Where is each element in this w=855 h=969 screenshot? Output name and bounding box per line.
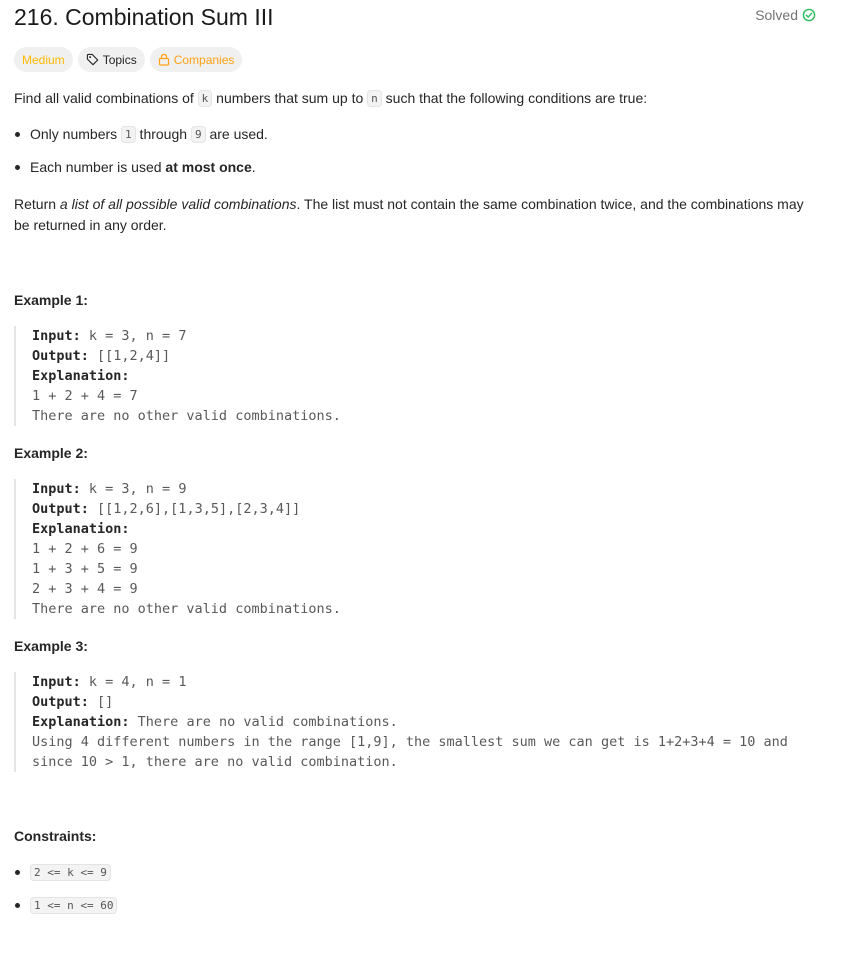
bold-text: at most once (165, 159, 252, 175)
constraint-code: 2 <= k <= 9 (30, 864, 111, 881)
topics-label: Topics (102, 52, 137, 67)
example-input (32, 672, 818, 692)
example-output (32, 499, 818, 519)
output-label: Output: (32, 501, 89, 517)
problem-title[interactable]: 216. Combination Sum III (14, 4, 274, 30)
explanation-label: Explanation: (32, 521, 130, 537)
return-text-1: Return (14, 196, 60, 212)
list-item (14, 862, 117, 895)
input-value: k = 3, n = 7 (80, 328, 187, 344)
constraint-code: 1 <= n <= 60 (30, 897, 117, 914)
return-italic: a list of all possible valid combinations (59, 196, 297, 212)
explanation-line: 1 + 3 + 5 = 9 (32, 561, 138, 577)
inline-code-9: 9 (191, 126, 206, 143)
example-output (32, 346, 818, 366)
explanation-line: Using 4 different numbers in the range [1,9], the smallest sum we can get is 1+2+3+4 = 10 and (32, 734, 788, 750)
intro-text-2: numbers that sum up to (212, 90, 368, 106)
title-row (14, 0, 816, 36)
constraints-title: Constraints: (14, 828, 97, 844)
constraints-list (14, 862, 117, 928)
check-circle-icon (802, 8, 816, 22)
lock-icon (158, 53, 170, 66)
bullet-text: . (251, 159, 256, 175)
input-value: k = 4, n = 1 (80, 674, 187, 690)
companies-button[interactable] (150, 47, 243, 72)
output-label: Output: (32, 348, 89, 364)
topics-button[interactable] (78, 47, 145, 72)
example-explanation (32, 712, 818, 732)
tag-row (14, 47, 242, 72)
example-2-title: Example 2: (14, 445, 88, 461)
example-input (32, 326, 818, 346)
list-item (14, 157, 268, 190)
explanation-line: since 10 > 1, there are no valid combination. (32, 754, 398, 770)
input-label: Input: (32, 481, 81, 497)
bullet-text: Only numbers (30, 126, 122, 142)
explanation-line: 1 + 2 + 4 = 7 (32, 388, 138, 404)
conditions-list (14, 124, 268, 190)
example-1-block (14, 326, 818, 426)
explanation-line: 2 + 3 + 4 = 9 (32, 581, 138, 597)
inline-code-1: 1 (121, 126, 136, 143)
tag-icon (86, 53, 99, 66)
list-item (14, 895, 117, 928)
explanation-label: Explanation: (32, 368, 130, 384)
example-explanation (32, 519, 818, 539)
example-3-title: Example 3: (14, 638, 88, 654)
example-1-title: Example 1: (14, 292, 88, 308)
output-value: [[1,2,6],[1,3,5],[2,3,4]] (88, 501, 301, 517)
example-2-block (14, 479, 818, 619)
return-paragraph (14, 194, 816, 236)
example-output (32, 692, 818, 712)
companies-label: Companies (173, 52, 235, 67)
inline-code-k: k (198, 90, 213, 107)
list-item (14, 124, 268, 157)
explanation-line: 1 + 2 + 6 = 9 (32, 541, 138, 557)
input-label: Input: (32, 328, 81, 344)
bullet-text: are used. (205, 126, 268, 142)
explanation-line: There are no other valid combinations. (32, 408, 341, 424)
intro-text-1: Find all valid combinations of (14, 90, 198, 106)
output-label: Output: (32, 694, 89, 710)
intro-text-3: such that the following conditions are true: (381, 90, 648, 106)
output-value: [] (88, 694, 114, 710)
example-explanation (32, 366, 818, 386)
inline-code-n: n (367, 90, 382, 107)
input-value: k = 3, n = 9 (80, 481, 187, 497)
bullet-text: through (135, 126, 191, 142)
output-value: [[1,2,4]] (88, 348, 171, 364)
input-label: Input: (32, 674, 81, 690)
solved-status (755, 6, 816, 24)
difficulty-label: Medium (22, 52, 65, 67)
example-input (32, 479, 818, 499)
explanation-inline: There are no valid combinations. (129, 714, 398, 730)
explanation-line: There are no other valid combinations. (32, 601, 341, 617)
return-text-2: . The list must not contain the same combination twice, and the combinations may be returned in any order. (14, 196, 804, 233)
example-3-block (14, 672, 818, 772)
explanation-label: Explanation: (32, 714, 130, 730)
intro-paragraph (14, 88, 647, 109)
bullet-text: Each number is used (30, 159, 166, 175)
difficulty-badge (14, 47, 73, 72)
solved-label: Solved (755, 7, 798, 23)
